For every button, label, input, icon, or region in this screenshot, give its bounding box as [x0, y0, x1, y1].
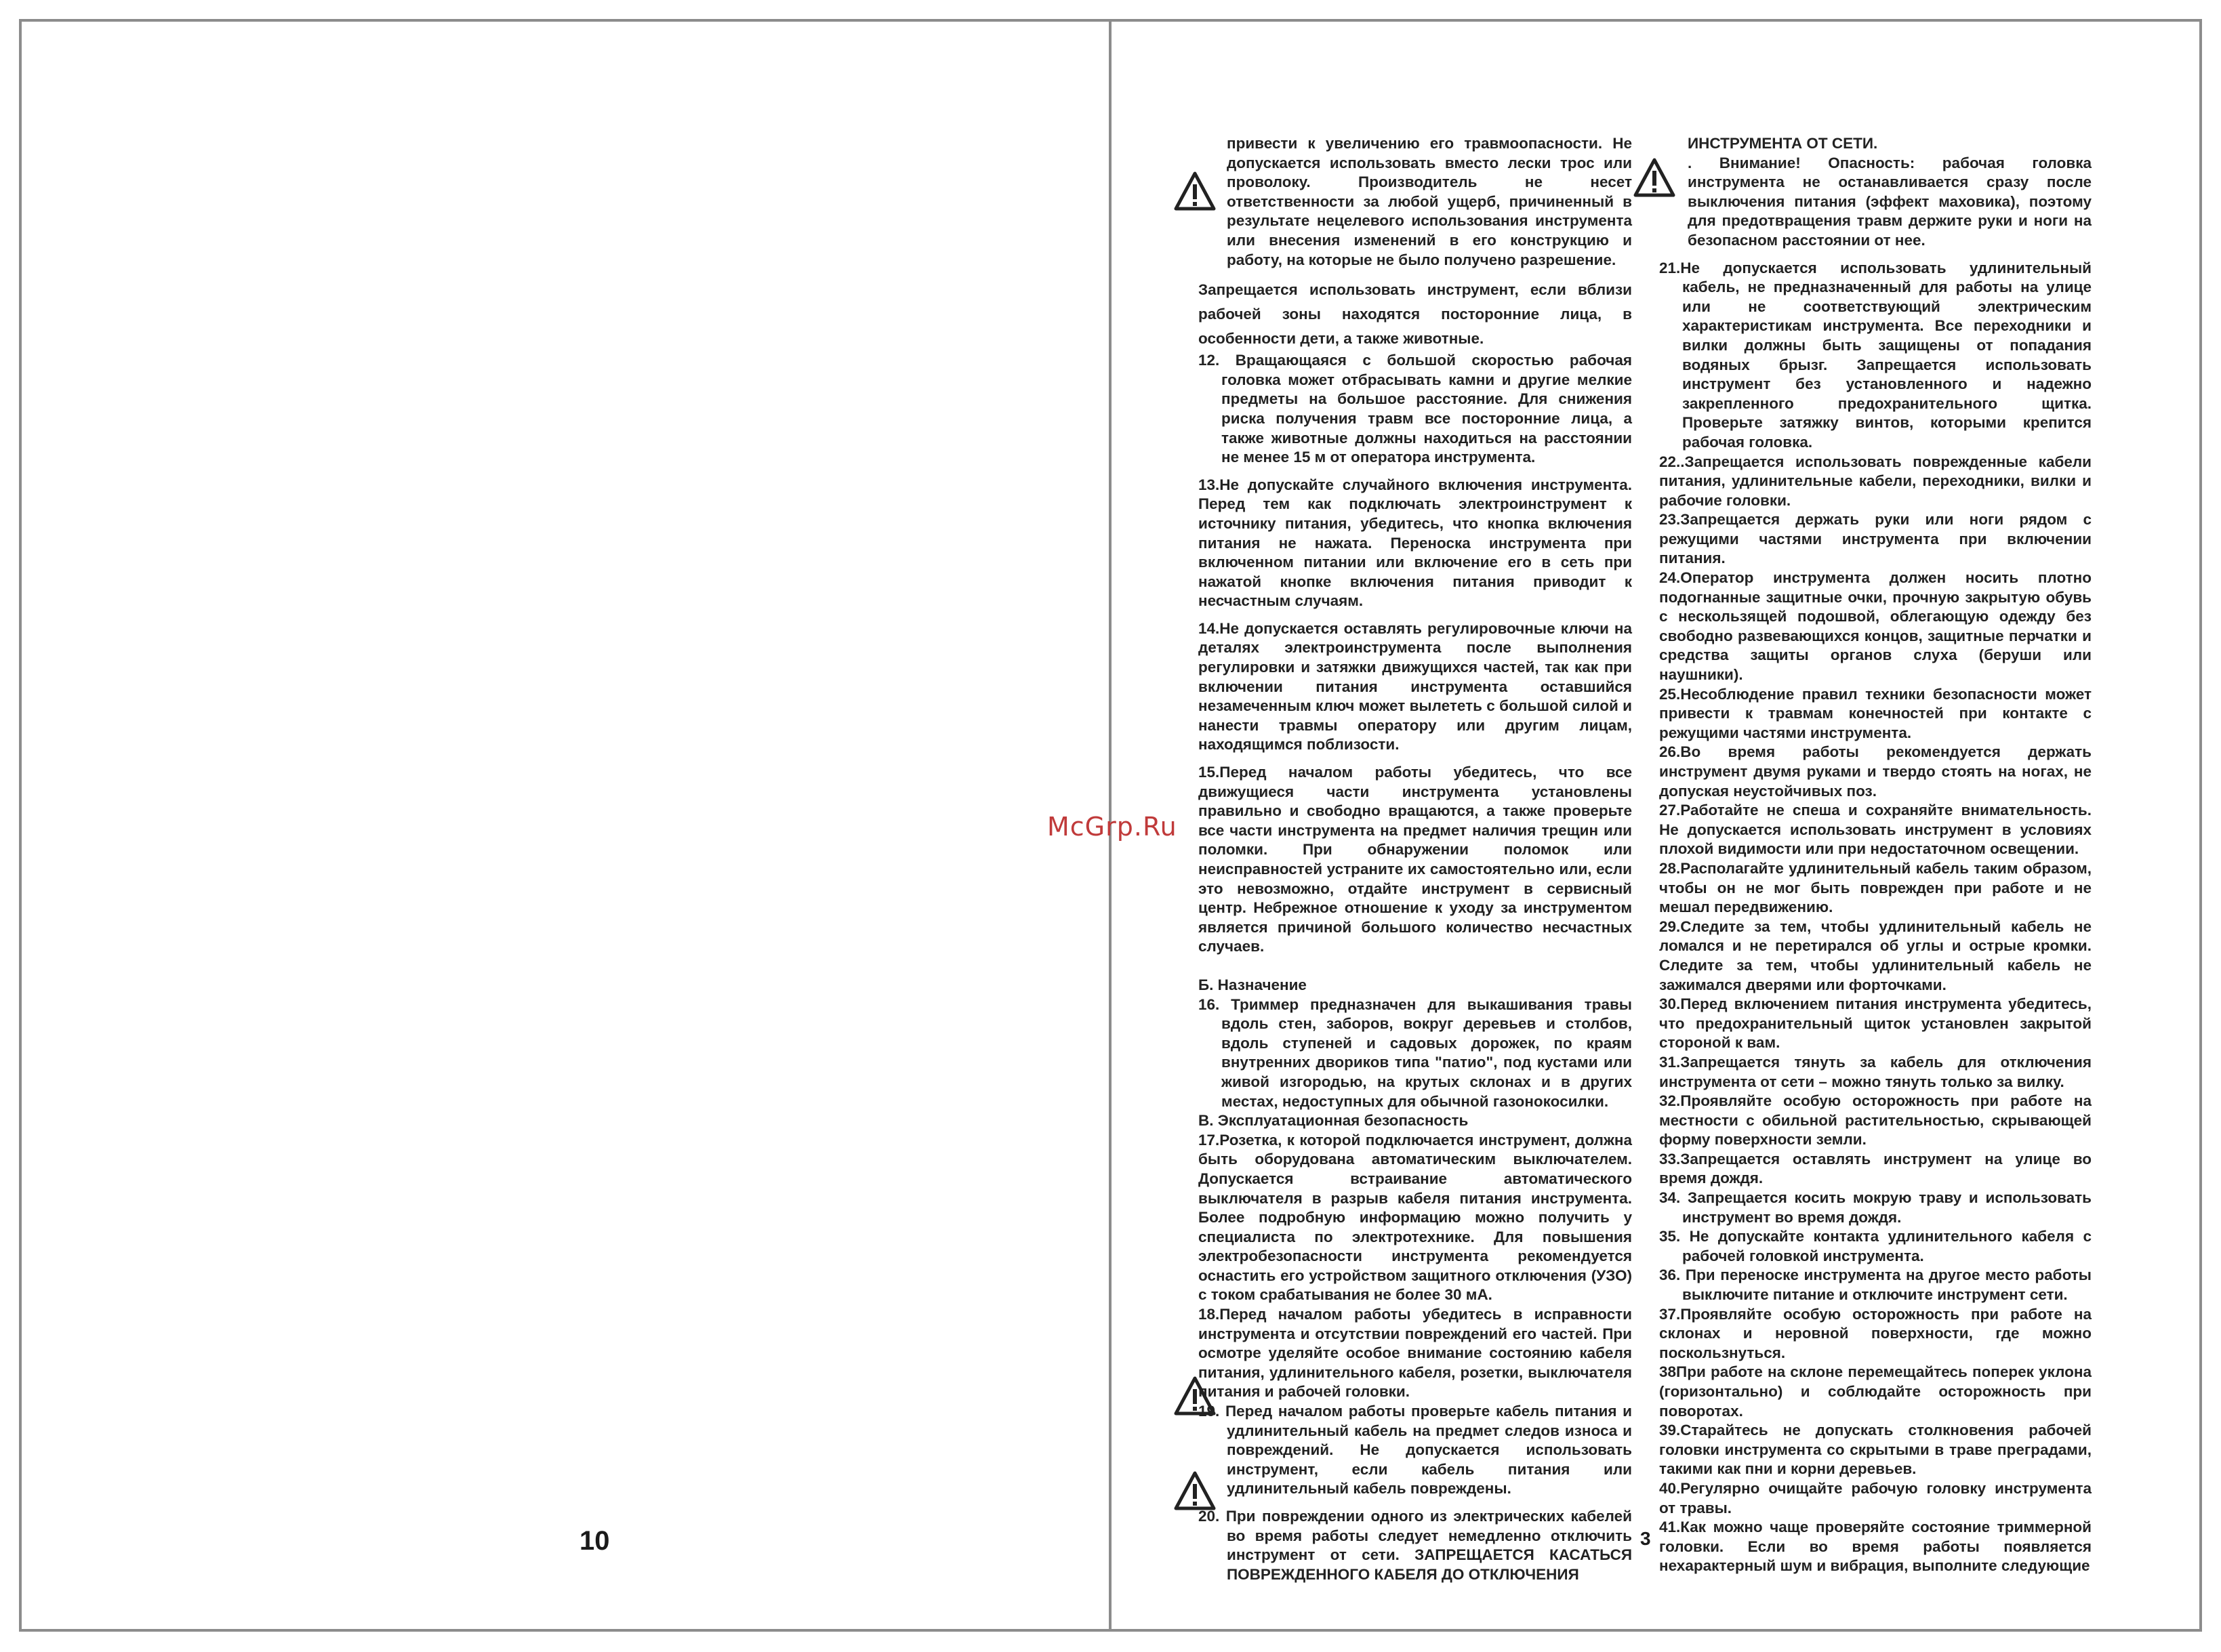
paragraph-prohibition: Запрещается использовать инструмент, если вблизи рабочей зоны находятся посторонние лица, в особенности дети, а также животные. — [1198, 281, 1632, 348]
item-number: 13. — [1198, 476, 1220, 493]
list-item-22: 22..Запрещается использовать поврежденные кабели питания, удлинительные кабели, переходники, вилки и рабочие головки. — [1659, 453, 2092, 509]
item-text: Не допускайте случайного включения инструмента. Перед тем как подключать электроинструмент к источнику питания, убедитесь, что кнопка включения питания не нажата. Переноска инструмента при включенном питании или включение его в сеть при нажатой кнопке включения питания приводит к несчастным случаям. — [1198, 476, 1632, 610]
list-item-33: 33.Запрещается оставлять инструмент на улице во время дождя. — [1659, 1150, 2092, 1187]
list-item-41: 41.Как можно чаще проверяйте состояние триммерной головки. Если во время работы появляется нехарактерный шум и вибрация, выполните следующие — [1659, 1519, 2092, 1575]
item-number: 15. — [1198, 764, 1220, 781]
paragraph-continuation: ИНСТРУМЕНТА ОТ СЕТИ. — [1688, 135, 1878, 152]
paragraph-intro: привести к увеличению его травмоопасности. Не допускается использовать вместо лески трос или проволоку. Производитель не несет ответственности за любой ущерб, причиненный в результате нецелевого использования инструмента или внесения изменений в его конструкцию и работу, на которые не было получено разрешение. — [1227, 135, 1632, 268]
list-item-34: 34. Запрещается косить мокрую траву и использовать инструмент во время дождя. — [1659, 1189, 2092, 1226]
list-item-16: 16. Триммер предназначен для выкашивания травы вдоль стен, заборов, вокруг деревьев и столбов, вдоль ступеней и садовых дорожек, по краям внутренних двориков типа "патио", под кустами или живой изгородью, на крутых склонах и в других местах, недоступных для обычной газонокосилки. — [1198, 995, 1632, 1110]
list-item-39: 39.Старайтесь не допускать столкновения рабочей головки инструмента со скрытыми в траве преградами, такими как пни и корни деревьев. — [1659, 1422, 2092, 1478]
list-item-17: 17.Розетка, к которой подключается инструмент, должна быть оборудована автоматическим выключателем. Допускается встраивание автоматического выключателя в разрыв кабеля питания инструмента. Более подробную информацию можно получить у специалиста по электротехнике. Для повышения электробезопасности инструмента рекомендуется оснастить его устройством защитного отключения (УЗО) с током срабатывания не более 30 мА. — [1198, 1131, 1632, 1304]
warning-paragraph: . Внимание! Опасность: рабочая головка инструмента не останавливается сразу после выключения питания (эффект маховика), поэтому для предотвращения травм держите руки и ноги на безопасном расстоянии от нее. — [1688, 154, 2092, 249]
item-number: 12. — [1198, 352, 1220, 369]
item-text: Не допускается оставлять регулировочные ключи на деталях электроинструмента после выполнения регулировки и затяжки движущихся частей, так как при включении питания инструмента оставшийся незамеченным ключ может вылететь с большой силой и нанести травмы оператору или другим лицам, находящимся поблизости. — [1198, 619, 1632, 753]
page-number-left: 10 — [579, 1526, 610, 1556]
list-item-19 — [1198, 1402, 1632, 1499]
list-item-31: 31.Запрещается тянуть за кабель для отключения инструмента от сети – можно тянуть только за вилку. — [1659, 1053, 2092, 1090]
page-number-right: 3 — [1640, 1528, 1651, 1549]
list-item-14 — [1198, 619, 1632, 755]
list-item-40: 40.Регулярно очищайте рабочую головку инструмента от травы. — [1659, 1479, 2092, 1516]
list-item-26: 26.Во время работы рекомендуется держать инструмент двумя руками и твердо стоять на ногах, не допуская неустойчивых поз. — [1659, 743, 2092, 800]
list-item-28: 28.Располагайте удлинительный кабель таким образом, чтобы он не мог быть поврежден при работе и не мешал передвижению. — [1659, 859, 2092, 916]
watermark: McGrp.Ru — [1047, 812, 1177, 842]
list-item-24: 24.Оператор инструмента должен носить плотно подогнанные защитные очки, прочную закрытую обувь с нескользящей подошвой, облегающую одежду без свободно развевающихся концов, защитные перчатки и средства защиты органов слуха (беруши или наушники). — [1659, 569, 2092, 684]
list-item-23: 23.Запрещается держать руки или ноги рядом с режущими частями инструмента при включении питания. — [1659, 511, 2092, 567]
list-item-13 — [1198, 476, 1632, 611]
list-item-27: 27.Работайте не спеша и сохраняйте внимательность. Не допускается использовать инструмент в условиях плохой видимости или при недостаточном освещении. — [1659, 802, 2092, 858]
item-text: Вращающаяся с большой скоростью рабочая головка может отбрасывать камни и другие мелкие предметы на большое расстояние. Для снижения риска получения травм все посторонние лица, а также животные должны находиться на расстоянии не менее 15 м от оператора инструмента. — [1221, 352, 1632, 466]
list-item-20 — [1198, 1507, 1632, 1584]
list-item-35: 35. Не допускайте контакта удлинительного кабеля с рабочей головкой инструмента. — [1659, 1228, 2092, 1264]
text-column-left — [1198, 134, 1632, 1584]
list-item-36: 36. При переноске инструмента на другое место работы выключите питание и отключите инструмент сети. — [1659, 1266, 2092, 1304]
list-item-38: 38При работе на склоне перемещайтесь поперек уклона (горизонтально) и соблюдайте осторожность при поворотах. — [1659, 1363, 2092, 1420]
item-number: 20. — [1198, 1508, 1220, 1525]
list-item-18: 18.Перед началом работы убедитесь в исправности инструмента и отсутствии повреждений его частей. При осмотре уделяйте особое внимание состоянию кабеля питания, удлинительного кабеля, розетки, выключателя питания и рабочей головки. — [1198, 1306, 1632, 1401]
item-text: При повреждении одного из электрических кабелей во время работы следует немедленно отключить инструмент от сети. ЗАПРЕЩАЕТСЯ КАСАТЬСЯ ПОВРЕЖДЕННОГО КАБЕЛЯ ДО ОТКЛЮЧЕНИЯ — [1225, 1508, 1632, 1583]
item-text: Перед началом работы проверьте кабель питания и удлинительный кабель на предмет следов износа и повреждений. Не допускается использовать инструмент, если кабель питания или удлинительный кабель повреждены. — [1225, 1403, 1632, 1498]
list-item-37: 37.Проявляйте особую осторожность при работе на склонах и неровной поверхности, где можно поскользнуться. — [1659, 1305, 2092, 1361]
section-heading-b: Б. Назначение — [1198, 976, 1307, 993]
text-column-right — [1659, 134, 2092, 1576]
list-item-32: 32.Проявляйте особую осторожность при работе на местности с обильной растительностью, скрывающей форму поверхности земли. — [1659, 1092, 2092, 1149]
item-text: Перед началом работы убедитесь, что все движущиеся части инструмента установлены правильно и свободно вращаются, а также проверьте все части инструмента на предмет наличия трещин или поломки. При обнаружении поломок или неисправностей устраните их самостоятельно или, если это невозможно, отдайте инструмент в сервисный центр. Небрежное отношение к уходу за инструментом является причиной большого количество несчастных случаев. — [1198, 764, 1632, 955]
section-heading-v: В. Эксплуатационная безопасность — [1198, 1112, 1469, 1130]
list-item-29: 29.Следите за тем, чтобы удлинительный кабель не ломался и не перетирался об углы и острые кромки. Следите за тем, чтобы удлинительный кабель не зажимался дверями или форточками. — [1659, 917, 2092, 993]
item-number: 14. — [1198, 619, 1220, 637]
list-item-15 — [1198, 763, 1632, 957]
list-item-21: 21.Не допускается использовать удлинительный кабель, не предназначенный для работы на улице или не соответствующий электрическим характеристикам инструмента. Все переходники и вилки должны быть защищены от попадания водяных брызг. Запрещается использовать инструмент без установленного и надежно закрепленного предохранительного щитка. Проверьте затяжку винтов, которыми крепится рабочая головка. — [1659, 259, 2092, 451]
item-number: 19. — [1198, 1403, 1220, 1420]
list-item-25: 25.Несоблюдение правил техники безопасности может привести к травмам конечностей при контакте с режущими частями инструмента. — [1659, 685, 2092, 741]
list-item-12 — [1198, 351, 1632, 468]
list-item-30: 30.Перед включением питания инструмента убедитесь, что предохранительный щиток установлен закрытой стороной к вам. — [1659, 995, 2092, 1052]
